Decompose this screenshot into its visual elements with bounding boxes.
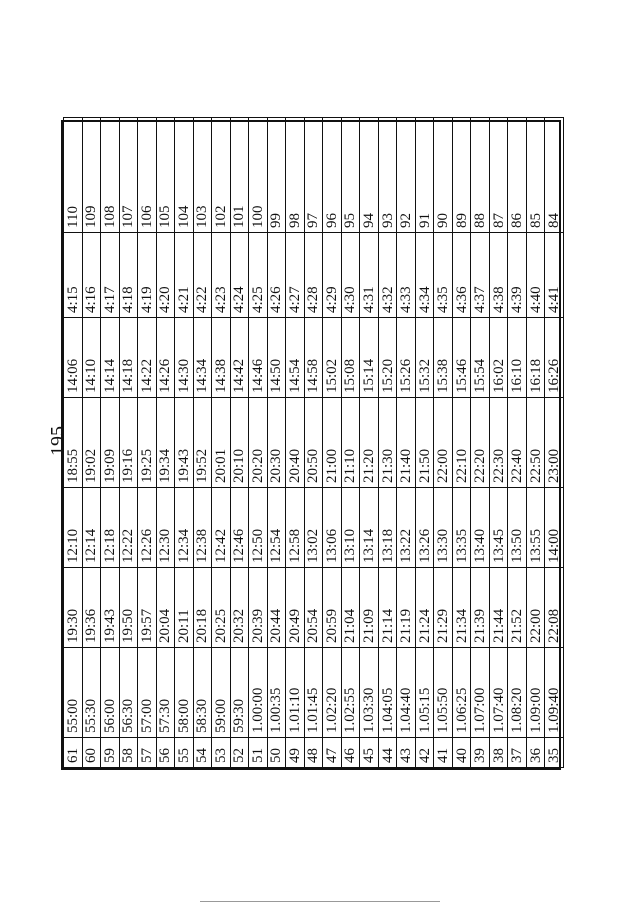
table-cell: 56:00	[101, 648, 120, 738]
table-cell: 20:54	[304, 568, 323, 648]
table-cell: 12:14	[82, 488, 101, 568]
table-cell: 22:30	[489, 398, 508, 488]
table-cell: 4:19	[138, 233, 157, 318]
table-cell: 14:42	[230, 318, 249, 398]
table-cell: 20:44	[267, 568, 286, 648]
table-cell: 4:33	[397, 233, 416, 318]
table-cell: 19:43	[101, 568, 120, 648]
table-cell: 20:20	[249, 398, 268, 488]
table-cell: 1.07:40	[489, 648, 508, 738]
table-cell: 19:09	[101, 398, 120, 488]
table-cell: 12:46	[230, 488, 249, 568]
table-cell: 86	[508, 118, 527, 233]
table-cell: 97	[304, 118, 323, 233]
table-cell: 93	[378, 118, 397, 233]
table-cell: 4:34	[415, 233, 434, 318]
table-cell: 4:27	[286, 233, 305, 318]
table-cell: 4:31	[360, 233, 379, 318]
table-cell: 90	[434, 118, 453, 233]
table-cell: 52	[230, 738, 249, 768]
table-cell: 13:45	[489, 488, 508, 568]
table-cell: 13:06	[323, 488, 342, 568]
table-cell: 1.05:50	[434, 648, 453, 738]
table-cell: 4:28	[304, 233, 323, 318]
table-cell: 21:34	[452, 568, 471, 648]
table-row	[101, 118, 120, 768]
table-cell: 58	[119, 738, 138, 768]
table-cell: 96	[323, 118, 342, 233]
table-cell: 19:02	[82, 398, 101, 488]
table-cell: 4:41	[545, 233, 564, 318]
table-cell: 14:06	[64, 318, 83, 398]
table-cell: 22:00	[434, 398, 453, 488]
table-cell: 100	[249, 118, 268, 233]
table-cell: 21:00	[323, 398, 342, 488]
table-cell: 15:02	[323, 318, 342, 398]
table-cell: 36	[526, 738, 545, 768]
table-cell: 16:02	[489, 318, 508, 398]
table-cell: 98	[286, 118, 305, 233]
table-row	[156, 118, 175, 768]
table-cell: 22:00	[526, 568, 545, 648]
table-cell: 21:20	[360, 398, 379, 488]
table-cell: 45	[360, 738, 379, 768]
table-row	[415, 118, 434, 768]
table-cell: 20:40	[286, 398, 305, 488]
table-cell: 12:30	[156, 488, 175, 568]
table-cell: 50	[267, 738, 286, 768]
table-cell: 57	[138, 738, 157, 768]
table-cell: 1.02:20	[323, 648, 342, 738]
table-cell: 13:50	[508, 488, 527, 568]
results-table-body	[64, 118, 564, 768]
table-cell: 51	[249, 738, 268, 768]
table-cell: 59:30	[230, 648, 249, 738]
table-cell: 1.04:05	[378, 648, 397, 738]
table-row	[360, 118, 379, 768]
table-cell: 15:38	[434, 318, 453, 398]
table-cell: 4:29	[323, 233, 342, 318]
table-cell: 103	[193, 118, 212, 233]
table-cell: 4:20	[156, 233, 175, 318]
table-cell: 20:50	[304, 398, 323, 488]
table-cell: 110	[64, 118, 83, 233]
table-cell: 92	[397, 118, 416, 233]
table-cell: 4:36	[452, 233, 471, 318]
table-cell: 43	[397, 738, 416, 768]
table-cell: 14:22	[138, 318, 157, 398]
table-cell: 4:37	[471, 233, 490, 318]
table-cell: 95	[341, 118, 360, 233]
table-cell: 105	[156, 118, 175, 233]
table-cell: 19:25	[138, 398, 157, 488]
table-cell: 39	[471, 738, 490, 768]
table-cell: 14:58	[304, 318, 323, 398]
table-cell: 21:19	[397, 568, 416, 648]
table-cell: 108	[101, 118, 120, 233]
table-row	[267, 118, 286, 768]
table-cell: 21:40	[397, 398, 416, 488]
table-cell: 4:16	[82, 233, 101, 318]
table-cell: 15:08	[341, 318, 360, 398]
table-cell: 1.09:40	[545, 648, 564, 738]
table-cell: 56:30	[119, 648, 138, 738]
table-cell: 20:49	[286, 568, 305, 648]
table-cell: 20:01	[212, 398, 231, 488]
table-cell: 12:58	[286, 488, 305, 568]
table-cell: 107	[119, 118, 138, 233]
table-cell: 1.00:35	[267, 648, 286, 738]
table-cell: 13:55	[526, 488, 545, 568]
table-cell: 20:59	[323, 568, 342, 648]
table-cell: 4:21	[175, 233, 194, 318]
table-cell: 19:34	[156, 398, 175, 488]
table-cell: 1.06:25	[452, 648, 471, 738]
table-cell: 59	[101, 738, 120, 768]
table-cell: 20:39	[249, 568, 268, 648]
table-row	[452, 118, 471, 768]
table-row	[304, 118, 323, 768]
table-cell: 47	[323, 738, 342, 768]
table-cell: 102	[212, 118, 231, 233]
table-cell: 21:50	[415, 398, 434, 488]
table-cell: 4:17	[101, 233, 120, 318]
table-cell: 19:52	[193, 398, 212, 488]
table-cell: 14:46	[249, 318, 268, 398]
table-cell: 13:30	[434, 488, 453, 568]
table-cell: 15:14	[360, 318, 379, 398]
table-cell: 21:10	[341, 398, 360, 488]
table-cell: 1.01:45	[304, 648, 323, 738]
table-cell: 1.02:55	[341, 648, 360, 738]
table-cell: 46	[341, 738, 360, 768]
table-cell: 22:08	[545, 568, 564, 648]
table-cell: 1.09:00	[526, 648, 545, 738]
table-cell: 21:30	[378, 398, 397, 488]
table-cell: 21:24	[415, 568, 434, 648]
table-cell: 16:18	[526, 318, 545, 398]
table-cell: 14:00	[545, 488, 564, 568]
table-cell: 12:26	[138, 488, 157, 568]
table-row	[397, 118, 416, 768]
table-cell: 20:10	[230, 398, 249, 488]
table-cell: 16:10	[508, 318, 527, 398]
table-cell: 1.03:30	[360, 648, 379, 738]
table-cell: 14:38	[212, 318, 231, 398]
table-row	[526, 118, 545, 768]
table-cell: 12:54	[267, 488, 286, 568]
table-row	[138, 118, 157, 768]
table-cell: 40	[452, 738, 471, 768]
table-row	[175, 118, 194, 768]
table-cell: 4:26	[267, 233, 286, 318]
table-row	[434, 118, 453, 768]
table-cell: 19:30	[64, 568, 83, 648]
table-row	[249, 118, 268, 768]
table-cell: 61	[64, 738, 83, 768]
table-cell: 57:00	[138, 648, 157, 738]
table-cell: 4:32	[378, 233, 397, 318]
table-row	[323, 118, 342, 768]
table-cell: 4:18	[119, 233, 138, 318]
results-table	[63, 117, 564, 768]
table-row	[193, 118, 212, 768]
table-cell: 85	[526, 118, 545, 233]
table-cell: 15:26	[397, 318, 416, 398]
table-cell: 22:50	[526, 398, 545, 488]
table-cell: 22:20	[471, 398, 490, 488]
table-cell: 13:40	[471, 488, 490, 568]
page-number: 195	[47, 426, 69, 456]
table-cell: 37	[508, 738, 527, 768]
table-cell: 4:22	[193, 233, 212, 318]
table-cell: 20:04	[156, 568, 175, 648]
table-cell: 15:32	[415, 318, 434, 398]
table-cell: 1.07:00	[471, 648, 490, 738]
table-cell: 12:22	[119, 488, 138, 568]
table-cell: 12:10	[64, 488, 83, 568]
table-row	[286, 118, 305, 768]
table-cell: 87	[489, 118, 508, 233]
table-row	[471, 118, 490, 768]
table-row	[508, 118, 527, 768]
table-cell: 55:00	[64, 648, 83, 738]
table-cell: 54	[193, 738, 212, 768]
table-cell: 101	[230, 118, 249, 233]
table-cell: 13:26	[415, 488, 434, 568]
table-cell: 19:57	[138, 568, 157, 648]
table-cell: 59:00	[212, 648, 231, 738]
table-cell: 14:14	[101, 318, 120, 398]
table-cell: 4:25	[249, 233, 268, 318]
table-cell: 14:50	[267, 318, 286, 398]
table-cell: 19:36	[82, 568, 101, 648]
table-cell: 19:50	[119, 568, 138, 648]
table-cell: 4:38	[489, 233, 508, 318]
table-cell: 22:40	[508, 398, 527, 488]
table-cell: 4:40	[526, 233, 545, 318]
table-cell: 21:29	[434, 568, 453, 648]
table-cell: 4:15	[64, 233, 83, 318]
table-cell: 1.05:15	[415, 648, 434, 738]
table-cell: 4:24	[230, 233, 249, 318]
table-cell: 91	[415, 118, 434, 233]
table-cell: 55:30	[82, 648, 101, 738]
table-cell: 14:34	[193, 318, 212, 398]
table-cell: 22:10	[452, 398, 471, 488]
table-cell: 13:18	[378, 488, 397, 568]
table-cell: 4:30	[341, 233, 360, 318]
table-cell: 14:26	[156, 318, 175, 398]
table-cell: 94	[360, 118, 379, 233]
table-cell: 99	[267, 118, 286, 233]
table-cell: 12:38	[193, 488, 212, 568]
table-cell: 21:39	[471, 568, 490, 648]
table-cell: 104	[175, 118, 194, 233]
table-cell: 58:00	[175, 648, 194, 738]
table-cell: 49	[286, 738, 305, 768]
table-cell: 4:39	[508, 233, 527, 318]
scan-edge-line	[200, 901, 440, 902]
table-cell: 15:54	[471, 318, 490, 398]
table-cell: 12:34	[175, 488, 194, 568]
table-cell: 13:14	[360, 488, 379, 568]
table-row	[489, 118, 508, 768]
table-row	[119, 118, 138, 768]
table-cell: 14:54	[286, 318, 305, 398]
table-cell: 21:09	[360, 568, 379, 648]
table-row	[64, 118, 83, 768]
table-cell: 41	[434, 738, 453, 768]
table-cell: 42	[415, 738, 434, 768]
table-cell: 21:44	[489, 568, 508, 648]
table-cell: 1.04:40	[397, 648, 416, 738]
table-cell: 23:00	[545, 398, 564, 488]
table-cell: 21:52	[508, 568, 527, 648]
table-cell: 109	[82, 118, 101, 233]
results-table-wrapper	[61, 120, 561, 770]
table-cell: 60	[82, 738, 101, 768]
table-row	[545, 118, 564, 768]
table-cell: 16:26	[545, 318, 564, 398]
table-cell: 21:04	[341, 568, 360, 648]
table-cell: 57:30	[156, 648, 175, 738]
table-cell: 20:30	[267, 398, 286, 488]
table-cell: 13:22	[397, 488, 416, 568]
table-cell: 44	[378, 738, 397, 768]
table-row	[230, 118, 249, 768]
table-cell: 53	[212, 738, 231, 768]
table-cell: 19:43	[175, 398, 194, 488]
table-cell: 84	[545, 118, 564, 233]
table-cell: 35	[545, 738, 564, 768]
table-cell: 14:10	[82, 318, 101, 398]
table-row	[212, 118, 231, 768]
table-cell: 4:23	[212, 233, 231, 318]
table-cell: 88	[471, 118, 490, 233]
table-cell: 20:18	[193, 568, 212, 648]
table-cell: 15:20	[378, 318, 397, 398]
table-cell: 56	[156, 738, 175, 768]
table-cell: 48	[304, 738, 323, 768]
table-cell: 12:42	[212, 488, 231, 568]
table-cell: 13:10	[341, 488, 360, 568]
table-cell: 1.00:00	[249, 648, 268, 738]
table-cell: 1.08:20	[508, 648, 527, 738]
table-cell: 12:18	[101, 488, 120, 568]
table-cell: 20:25	[212, 568, 231, 648]
table-cell: 14:30	[175, 318, 194, 398]
table-cell: 58:30	[193, 648, 212, 738]
table-cell: 20:11	[175, 568, 194, 648]
table-row	[82, 118, 101, 768]
table-cell: 38	[489, 738, 508, 768]
table-cell: 13:02	[304, 488, 323, 568]
table-cell: 15:46	[452, 318, 471, 398]
table-cell: 19:16	[119, 398, 138, 488]
table-cell: 14:18	[119, 318, 138, 398]
table-cell: 20:32	[230, 568, 249, 648]
table-cell: 106	[138, 118, 157, 233]
table-cell: 55	[175, 738, 194, 768]
table-cell: 18:55	[64, 398, 83, 488]
table-cell: 4:35	[434, 233, 453, 318]
table-row	[341, 118, 360, 768]
table-cell: 1.01:10	[286, 648, 305, 738]
table-row	[378, 118, 397, 768]
table-cell: 12:50	[249, 488, 268, 568]
table-cell: 21:14	[378, 568, 397, 648]
table-cell: 13:35	[452, 488, 471, 568]
table-cell: 89	[452, 118, 471, 233]
